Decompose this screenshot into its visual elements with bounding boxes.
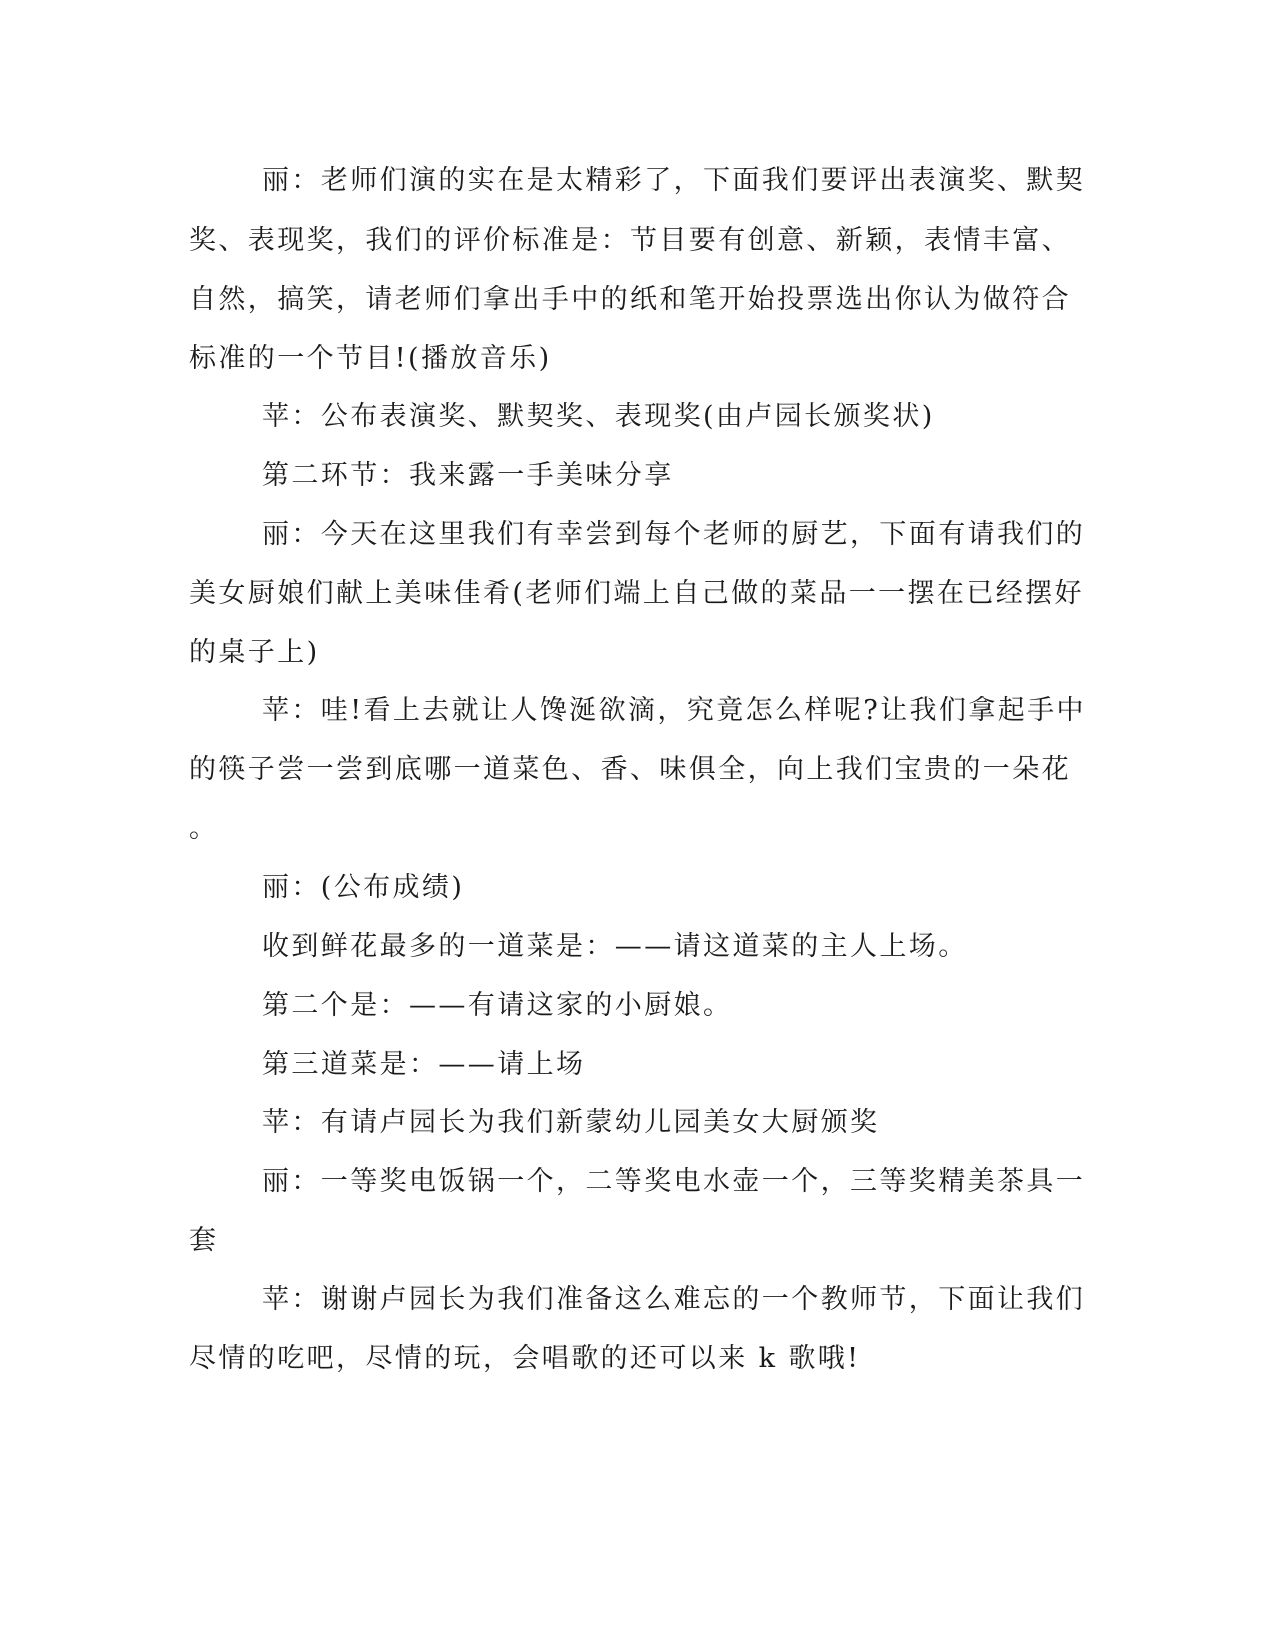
section-heading: 第二环节：我来露一手美味分享 xyxy=(262,460,674,491)
paragraph-line: 自然，搞笑，请老师们拿出手中的纸和笔开始投票选出你认为做符合 xyxy=(189,284,1071,315)
paragraph-line: 的桌子上) xyxy=(189,637,320,668)
paragraph-line: 美女厨娘们献上美味佳肴(老师们端上自己做的菜品一一摆在已经摆好 xyxy=(189,578,1084,609)
paragraph-line: 标准的一个节目!(播放音乐) xyxy=(189,343,552,374)
paragraph-line: 第二个是：——有请这家的小厨娘。 xyxy=(262,990,733,1021)
paragraph-line: 尽情的吃吧，尽情的玩，会唱歌的还可以来 k 歌哦! xyxy=(189,1343,861,1374)
paragraph-line: 苹：哇!看上去就让人馋涎欲滴，究竟怎么样呢?让我们拿起手中 xyxy=(262,695,1086,726)
paragraph-line: 收到鲜花最多的一道菜是：——请这道菜的主人上场。 xyxy=(262,931,968,962)
paragraph-line: 丽：一等奖电饭锅一个，二等奖电水壶一个，三等奖精美茶具一 xyxy=(262,1166,1086,1197)
paragraph-line: 套 xyxy=(189,1225,219,1256)
paragraph-line: 。 xyxy=(189,813,219,844)
paragraph-line: 苹：有请卢园长为我们新蒙幼儿园美女大厨颁奖 xyxy=(262,1107,880,1138)
paragraph-line: 丽：(公布成绩) xyxy=(262,872,465,903)
paragraph-line: 奖、表现奖，我们的评价标准是：节目要有创意、新颖，表情丰富、 xyxy=(189,225,1071,256)
paragraph-line: 苹：公布表演奖、默契奖、表现奖(由卢园长颁奖状) xyxy=(262,401,935,432)
paragraph-line: 丽：今天在这里我们有幸尝到每个老师的厨艺，下面有请我们的 xyxy=(262,519,1086,550)
paragraph-line: 的筷子尝一尝到底哪一道菜色、香、味俱全，向上我们宝贵的一朵花 xyxy=(189,754,1071,785)
paragraph-line: 丽：老师们演的实在是太精彩了，下面我们要评出表演奖、默契 xyxy=(262,165,1086,196)
paragraph-line: 第三道菜是：——请上场 xyxy=(262,1049,586,1080)
paragraph-line: 苹：谢谢卢园长为我们准备这么难忘的一个教师节，下面让我们 xyxy=(262,1284,1086,1315)
